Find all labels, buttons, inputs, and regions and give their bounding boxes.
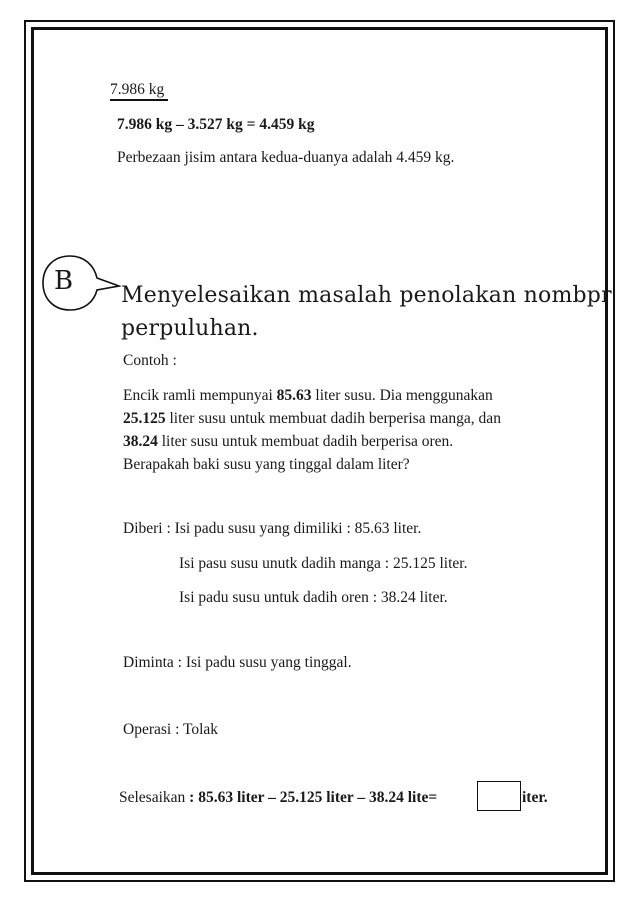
example-label: Contoh :	[123, 352, 177, 369]
given-line-2: Isi pasu susu unutk dadih manga : 25.125 liter.	[179, 555, 468, 572]
example-line3-value: 38.24	[123, 433, 158, 450]
example-line-2	[123, 411, 501, 427]
asked-line: Diminta : Isi padu susu yang tinggal.	[123, 654, 352, 671]
section-heading-line2: perpuluhan.	[121, 316, 259, 341]
answer-box[interactable]	[477, 781, 521, 811]
example-line2-value: 25.125	[123, 410, 166, 427]
solve-expression: : 85.63 liter – 25.125 liter – 38.24 lite=	[185, 789, 438, 806]
given-line-3: Isi padu susu untuk dadih oren : 38.24 liter.	[179, 589, 448, 606]
example-line1-post: liter susu. Dia menggunakan	[311, 387, 493, 404]
example-line3-post: liter susu untuk membuat dadih berperisa oren.	[157, 433, 454, 450]
example-line-1	[123, 388, 493, 404]
section-b-bubble-icon	[41, 254, 121, 312]
example-line2-post: liter susu untuk membuat dadih berperisa manga, dan	[165, 410, 501, 427]
example-line1-pre: Encik ramli mempunyai	[123, 387, 277, 404]
subtraction-underline	[110, 99, 168, 101]
top-conclusion: Perbezaan jisim antara kedua-duanya adalah 4.459 kg.	[117, 149, 455, 166]
solve-suffix: iter.	[522, 789, 548, 806]
given-line-1: Diberi : Isi padu susu yang dimiliki : 85.63 liter.	[123, 520, 422, 537]
example-line-3	[123, 434, 453, 450]
operation-line: Operasi : Tolak	[123, 721, 219, 738]
top-equation: 7.986 kg – 3.527 kg = 4.459 kg	[117, 116, 315, 133]
solve-label: Selesaikan	[119, 789, 186, 806]
top-value: 7.986 kg	[110, 81, 165, 98]
section-heading-line1: Menyelesaikan masalah penolakan nombpr	[121, 283, 612, 308]
section-marker: B	[54, 266, 74, 296]
example-line1-value: 85.63	[276, 387, 312, 404]
example-line-4: Berapakah baki susu yang tinggal dalam liter?	[123, 456, 410, 473]
solve-line	[119, 790, 437, 806]
